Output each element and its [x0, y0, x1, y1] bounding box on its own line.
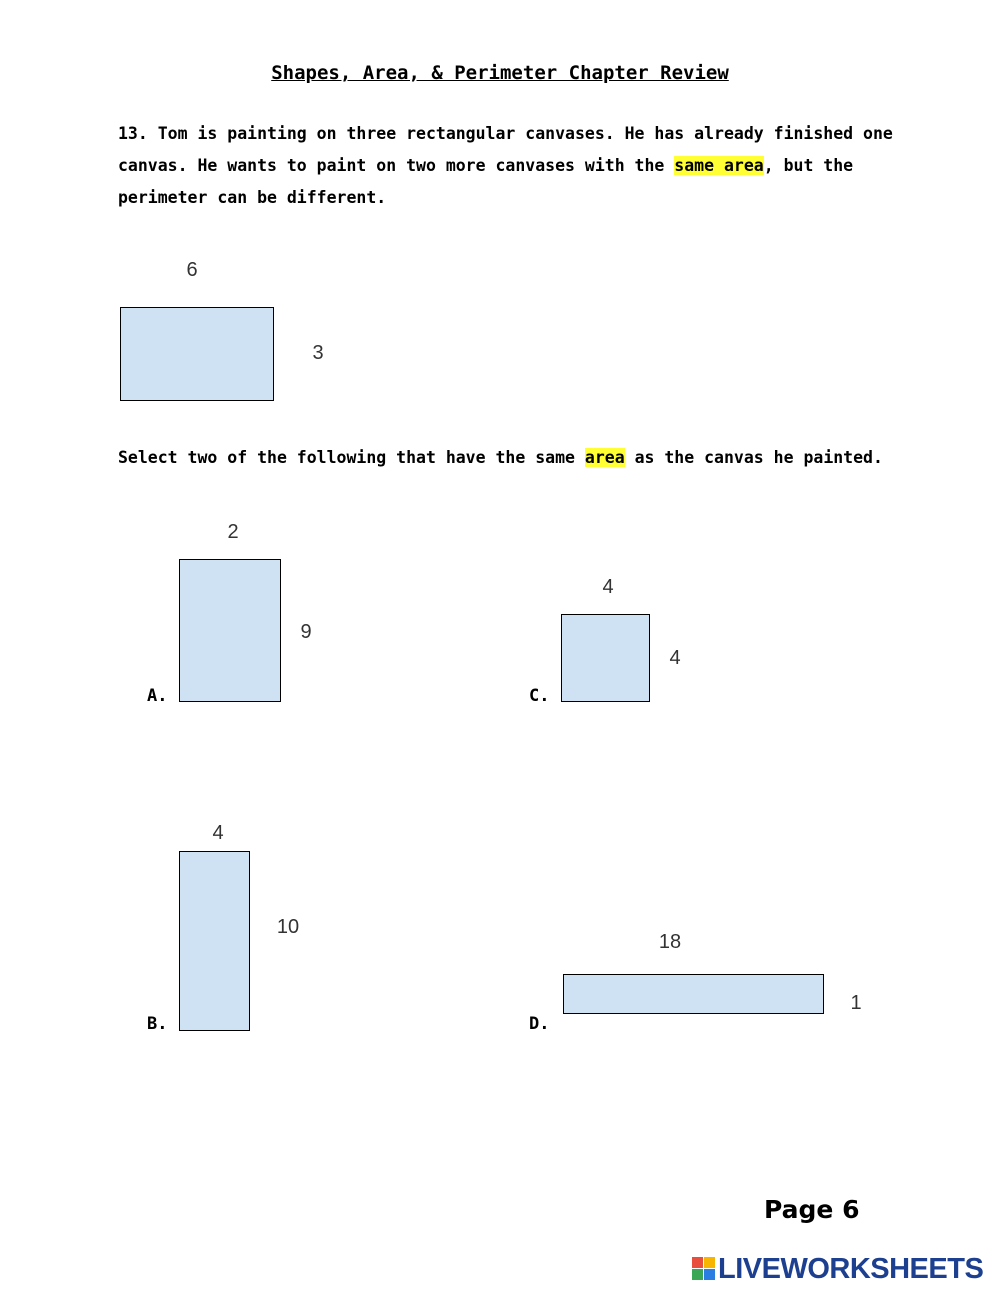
- select-prompt: [118, 443, 918, 473]
- option-a-height-label: 9: [300, 621, 312, 643]
- option-c-width-label: 4: [602, 576, 614, 598]
- original-canvas-rect: [120, 307, 274, 401]
- question-text-part2: , but the perimeter can be different.: [118, 156, 854, 207]
- prompt-part1: Select two of the following that have the same: [118, 448, 585, 467]
- original-height-label: 3: [312, 342, 324, 364]
- option-a-rect[interactable]: [179, 559, 281, 702]
- option-d-rect[interactable]: [563, 974, 824, 1014]
- option-c-rect[interactable]: [561, 614, 650, 702]
- page-number: Page 6: [764, 1195, 860, 1224]
- option-b-height-label: 10: [276, 916, 300, 938]
- option-a-width-label: 2: [227, 521, 239, 543]
- liveworksheets-logo: [692, 1254, 983, 1284]
- option-a-letter: A.: [147, 686, 168, 706]
- option-d-height-label: 1: [850, 992, 862, 1014]
- option-c-height-label: 4: [669, 647, 681, 669]
- option-d-letter: D.: [529, 1014, 550, 1034]
- option-b-letter: B.: [147, 1014, 168, 1034]
- option-c-letter: C.: [529, 686, 550, 706]
- option-b-width-label: 4: [212, 822, 224, 844]
- original-width-label: 6: [186, 259, 198, 281]
- logo-blocks-icon: [692, 1257, 716, 1281]
- prompt-part2: as the canvas he painted.: [624, 448, 883, 467]
- page-title: Shapes, Area, & Perimeter Chapter Review: [271, 62, 729, 84]
- logo-text: LIVEWORKSHEETS: [718, 1252, 984, 1285]
- option-d-width-label: 18: [658, 931, 682, 953]
- question-text: [118, 118, 898, 214]
- option-b-rect[interactable]: [179, 851, 250, 1031]
- highlight-same-area: same area: [674, 156, 764, 175]
- highlight-area: area: [584, 448, 625, 467]
- question-text-part1: 13. Tom is painting on three rectangular canvases. He has already finished one canvas. He wants to paint on two more canvases with the: [118, 124, 893, 175]
